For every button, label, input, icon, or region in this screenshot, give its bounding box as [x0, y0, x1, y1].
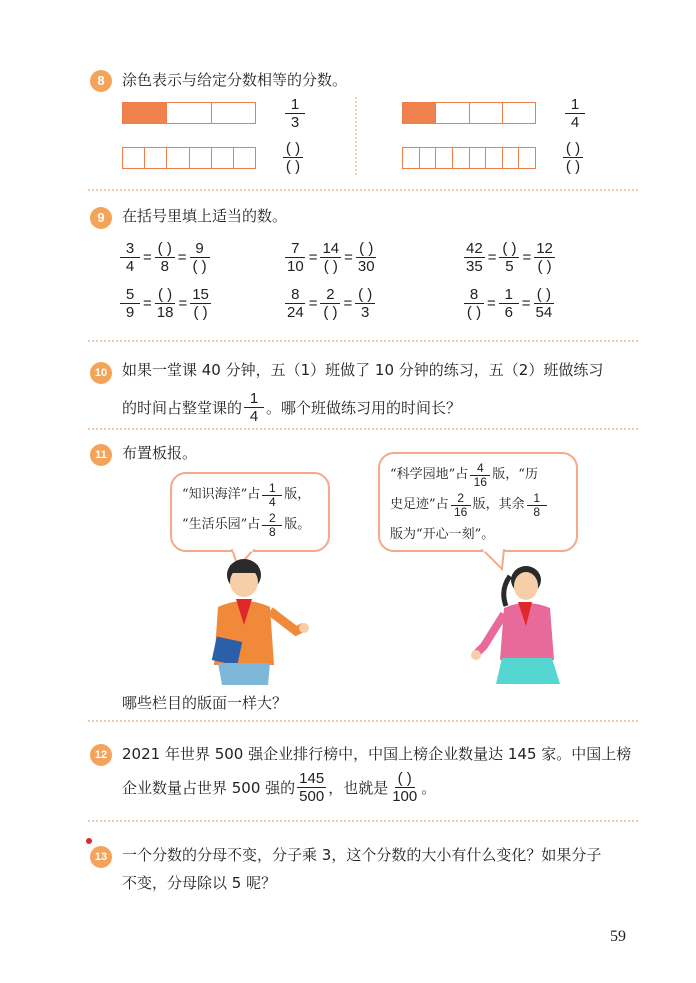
speech-bubble-boy: “知识海洋”占 $\frac{1}{4}$ 版， “生活乐园”占 $\frac{2}{8}$ 版。: [170, 472, 330, 552]
bar-cell: [167, 103, 211, 123]
boy-illustration: [200, 555, 312, 690]
bar-cell: [123, 103, 167, 123]
question-text-line: 不变，分母除以 5 呢？: [122, 874, 277, 892]
question-text: 哪些栏目的版面一样大？: [122, 694, 288, 712]
question-text-line: 如果一堂课 40 分钟，五（1）班做了 10 分钟的练习，五（2）班做练习: [122, 361, 604, 379]
fraction-equation: $\frac{5}{9}$ = $\frac{( )}{18}$ = $\frac{15}{( )}$: [118, 286, 213, 321]
question-text: 涂色表示与给定分数相等的分数。: [122, 71, 348, 89]
question-number-badge: 10: [90, 362, 112, 384]
question-text-line: 的时间占整堂课的 $\frac{1}{4}$ 。哪个班做练习用的时间长？: [122, 390, 462, 425]
question-number-badge: 9: [90, 207, 112, 229]
fraction-equation: $\frac{3}{4}$ = $\frac{( )}{8}$ = $\frac{9}{( )}$: [118, 240, 212, 275]
fraction-equation: $\frac{8}{24}$ = $\frac{2}{( )}$ = $\frac{( )}{3}$: [283, 286, 377, 321]
question-number-badge: 8: [90, 70, 112, 92]
question-number-badge: 11: [90, 444, 112, 466]
page-number: 59: [610, 928, 626, 945]
section-divider: [88, 428, 638, 430]
answer-fraction-blank: $\frac{( )}{( )}$: [561, 140, 585, 175]
answer-fraction-blank: $\frac{( )}{( )}$: [281, 140, 305, 175]
challenge-dot-icon: [86, 838, 92, 844]
fraction-bar-quarters: [402, 102, 536, 124]
fraction-equation: $\frac{42}{35}$ = $\frac{( )}{5}$ = $\frac{12}{( )}$: [466, 240, 553, 275]
question-text-line: 企业数量占世界 500 强的 $\frac{145}{500}$ ，也就是 $\frac{( )}{100}$ 。: [122, 770, 437, 805]
fraction-bar-thirds: [122, 102, 256, 124]
given-fraction: $\frac{1}{4}$: [563, 96, 587, 131]
fraction-bar-eighths: [402, 147, 536, 169]
section-divider: [88, 189, 638, 191]
question-text-line: 2021 年世界 500 强企业排行榜中，中国上榜企业数量达 145 家。中国上榜: [122, 745, 632, 763]
question-text: 在括号里填上适当的数。: [122, 207, 288, 225]
fraction-bar-sixths: [122, 147, 256, 169]
section-divider: [88, 820, 638, 822]
speech-bubble-girl: “科学园地”占 $\frac{4}{16}$ 版，“历 史足迹”占 $\frac{2}{16}$ 版，其余 $\frac{1}{8}$ 版为“开心一刻”。: [378, 452, 578, 552]
question-text: 布置板报。: [122, 444, 198, 462]
given-fraction: $\frac{1}{3}$: [283, 96, 307, 131]
fraction-equation: $\frac{8}{( )}$ = $\frac{1}{6}$ = $\frac{( )}{54}$: [462, 286, 556, 321]
fraction-equation: $\frac{7}{10}$ = $\frac{14}{( )}$ = $\frac{( )}{30}$: [287, 240, 375, 275]
girl-illustration: [470, 562, 562, 686]
bar-cell: [212, 103, 255, 123]
section-divider: [88, 340, 638, 342]
question-number-badge: 13: [90, 846, 112, 868]
question-number-badge: 12: [90, 744, 112, 766]
section-divider: [88, 720, 638, 722]
column-divider: [355, 97, 357, 175]
question-text-line: 一个分数的分母不变，分子乘 3，这个分数的大小有什么变化？如果分子: [122, 846, 602, 864]
